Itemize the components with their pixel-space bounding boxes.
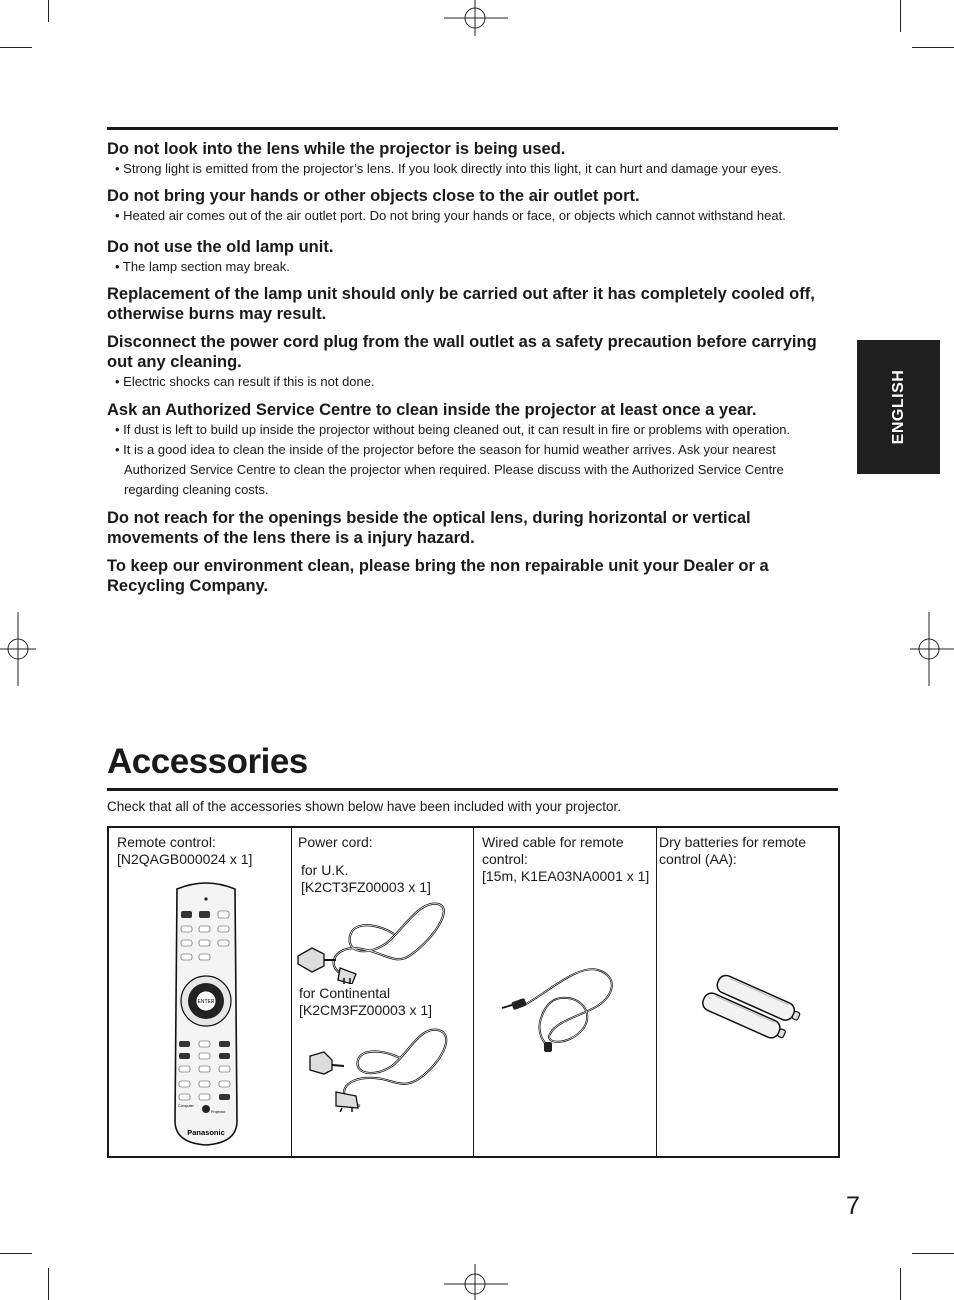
section-intro: Check that all of the accessories shown below have been included with your projector. — [107, 799, 622, 814]
brand-logo: Panasonic — [187, 1128, 225, 1137]
wired-cable-image — [498, 962, 620, 1052]
warning-bullet: • Electric shocks can result if this is not done. — [115, 374, 375, 389]
crop-mark — [900, 0, 901, 32]
crop-mark — [912, 1253, 954, 1254]
enter-label: ENTER — [197, 999, 215, 1005]
wired-cable-label: Wired cable for remote — [482, 834, 624, 850]
computer-switch-label: Computer — [178, 1104, 194, 1108]
remote-part-number: [N2QAGB000024 x 1] — [117, 851, 253, 867]
batteries-label-2: control (AA): — [659, 851, 737, 867]
top-rule — [107, 127, 838, 130]
language-tab — [857, 340, 940, 474]
power-cord-label: Power cord: — [298, 834, 373, 850]
accessory-cell-batteries — [656, 828, 839, 1156]
warning-heading: Do not bring your hands or other objects close to the air outlet port. — [107, 187, 640, 205]
page-number: 7 — [846, 1192, 860, 1220]
warning-heading: Ask an Authorized Service Centre to clean inside the projector at least once a year. — [107, 401, 757, 419]
warning-block — [107, 139, 838, 179]
crop-mark — [912, 47, 954, 48]
continental-cord-label: for Continental — [299, 985, 391, 1001]
crop-mark — [0, 47, 32, 48]
accessory-cell-remote — [109, 828, 291, 1156]
warning-heading: Do not look into the lens while the projector is being used. — [107, 140, 566, 158]
language-label: ENGLISH — [889, 369, 907, 445]
safety-warnings — [107, 139, 838, 596]
warning-block — [107, 284, 838, 324]
warning-block — [107, 400, 838, 500]
uk-cord-label: for U.K. — [301, 862, 349, 878]
accessory-cell-wired-cable — [473, 828, 657, 1156]
crop-mark — [48, 0, 49, 22]
warning-heading: Replacement of the lamp unit should only be carried out after it has completely cooled off, otherwise burns may result. — [107, 285, 815, 323]
crop-mark — [0, 1253, 32, 1254]
warning-block — [107, 508, 838, 548]
warning-bullet: • If dust is left to build up inside the projector without being cleaned out, it can result in fire or problems with operation. — [115, 422, 791, 437]
aa-batteries-image — [691, 974, 811, 1048]
remote-control-image — [169, 881, 243, 1151]
warning-block — [107, 237, 838, 277]
warning-heading: To keep our environment clean, please bring the non repairable unit your Dealer or a Recycling Company. — [107, 557, 769, 595]
registration-mark-left — [0, 612, 36, 686]
accessory-cell-power-cord — [291, 828, 474, 1156]
wired-cable-label-2: control: — [482, 851, 528, 867]
section-rule — [107, 788, 838, 791]
accessories-table — [107, 826, 840, 1158]
continental-power-cord-image — [296, 1026, 470, 1112]
section-title: Accessories — [107, 742, 308, 781]
remote-label: Remote control: — [117, 834, 216, 850]
projector-switch-label: Projector — [211, 1110, 226, 1114]
warning-block — [107, 556, 838, 596]
batteries-label: Dry batteries for remote — [659, 834, 807, 850]
warning-bullet: • Strong light is emitted from the projector’s lens. If you look directly into this light, it can hurt and damage your eyes. — [115, 161, 782, 176]
registration-mark-right — [910, 612, 954, 686]
crop-mark — [48, 1268, 49, 1300]
continental-cord-part-number: [K2CM3FZ00003 x 1] — [299, 1002, 433, 1018]
warning-heading: Disconnect the power cord plug from the wall outlet as a safety precaution before carrying out any cleaning. — [107, 333, 817, 371]
warning-bullet: • It is a good idea to clean the inside of the projector before the season for humid weather arrives. Ask your nearest Authorized Service Centre to clean the projector when required. Please discuss with the Authorized Service Centre regarding cleaning costs. — [115, 442, 784, 497]
crop-mark — [900, 1268, 901, 1300]
warning-block — [107, 332, 838, 392]
warning-heading: Do not use the old lamp unit. — [107, 238, 334, 256]
registration-mark-top — [444, 0, 508, 40]
warning-bullet: • The lamp section may break. — [115, 259, 290, 274]
uk-power-cord-image — [294, 898, 470, 984]
registration-mark-bottom — [444, 1264, 508, 1300]
warning-block — [107, 186, 838, 226]
warning-bullet: • Heated air comes out of the air outlet port. Do not bring your hands or face, or objects which cannot withstand heat. — [115, 208, 786, 223]
wired-cable-part-number: [15m, K1EA03NA0001 x 1] — [482, 868, 650, 884]
warning-heading: Do not reach for the openings beside the optical lens, during horizontal or vertical movements of the lens there is a injury hazard. — [107, 509, 751, 547]
uk-cord-part-number: [K2CT3FZ00003 x 1] — [301, 879, 431, 895]
